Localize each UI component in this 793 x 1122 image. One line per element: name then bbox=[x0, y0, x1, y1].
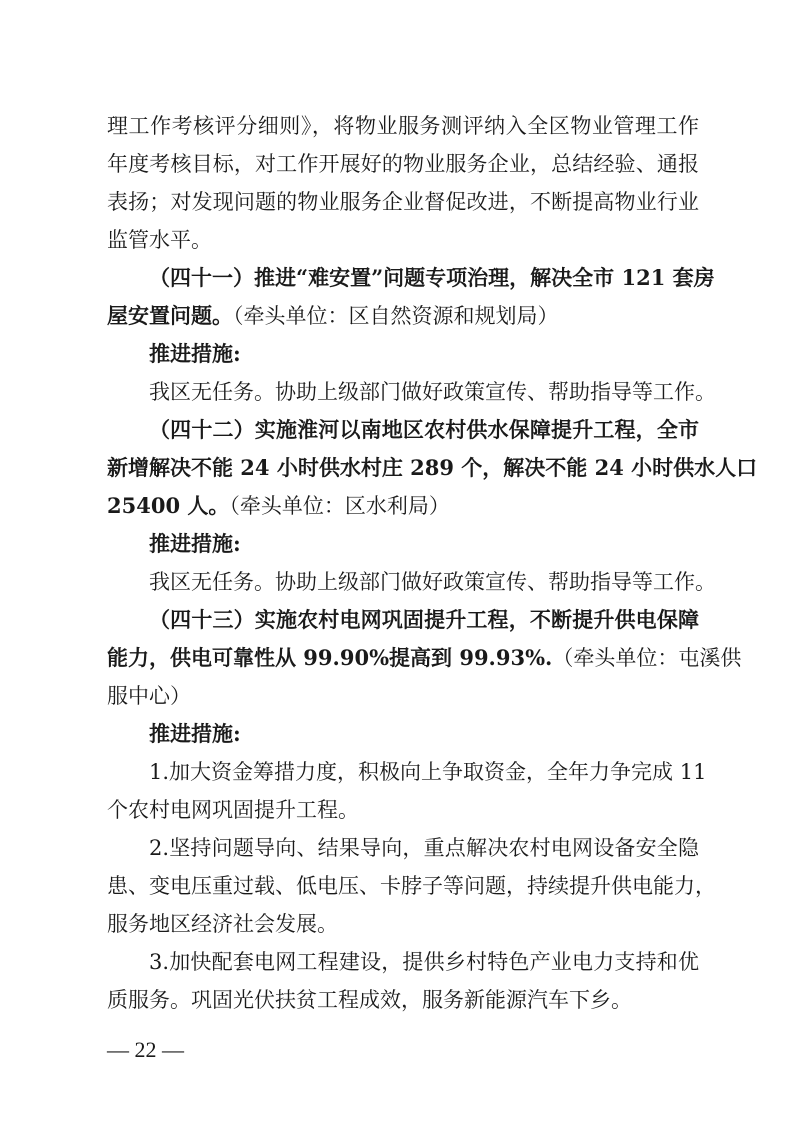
section-42-heading-line3 bbox=[107, 492, 699, 520]
measure-item-1-cont: 个农村电网巩固提升工程。 bbox=[107, 798, 359, 822]
section-42-heading: （四十二）实施淮河以南地区农村供水保障提升工程，全市 bbox=[149, 417, 699, 442]
section-43-heading-line2 bbox=[107, 644, 742, 672]
measures-heading: 推进措施: bbox=[149, 721, 241, 746]
page-number: — 22 — bbox=[107, 1037, 184, 1062]
measure-item-2-cont: 患、变电压重过载、低电压、卡脖子等问题，持续提升供电能力， bbox=[107, 874, 716, 898]
section-41-heading-end: 屋安置问题。 bbox=[107, 303, 233, 328]
section-42-heading-line2: 新增解决不能 24 小时供水村庄 289 个，解决不能 24 小时供水人口 bbox=[107, 455, 758, 480]
section-42-heading-end: 25400 人。 bbox=[107, 493, 230, 518]
lead-unit: （牵头单位：屯溪供 bbox=[552, 646, 742, 670]
measures-heading: 推进措施: bbox=[149, 531, 241, 556]
lead-unit: （牵头单位：区水利局） bbox=[229, 494, 450, 518]
section-43-heading-end: 能力，供电可靠性从 99.90%提高到 99.93%. bbox=[107, 645, 553, 670]
measure-item-3: 3.加快配套电网工程建设，提供乡村特色产业电力支持和优 bbox=[149, 950, 699, 974]
section-43-heading-line3: 服中心） bbox=[107, 684, 191, 708]
section-43-heading: （四十三）实施农村电网巩固提升工程，不断提升供电保障 bbox=[149, 607, 699, 632]
paragraph-line: 监管水平。 bbox=[107, 228, 212, 252]
measure-item-2: 2.坚持问题导向、结果导向，重点解决农村电网设备安全隐 bbox=[149, 836, 699, 860]
measures-heading: 推进措施: bbox=[149, 341, 241, 366]
paragraph-line: 表扬；对发现问题的物业服务企业督促改进，不断提高物业行业 bbox=[107, 190, 699, 214]
paragraph-line: 理工作考核评分细则》，将物业服务测评纳入全区物业管理工作 bbox=[107, 114, 699, 138]
measure-item-1: 1.加大资金筹措力度，积极向上争取资金，全年力争完成 11 bbox=[149, 760, 707, 784]
paragraph-line: 年度考核目标，对工作开展好的物业服务企业，总结经验、通报 bbox=[107, 152, 699, 176]
measure-item-2-cont: 服务地区经济社会发展。 bbox=[107, 912, 338, 936]
section-41-heading: （四十一）推进“难安置”问题专项治理，解决全市 121 套房 bbox=[149, 265, 715, 290]
section-41-heading-line2 bbox=[107, 302, 699, 330]
measures-text: 我区无任务。协助上级部门做好政策宣传、帮助指导等工作。 bbox=[149, 570, 716, 594]
lead-unit: （牵头单位：区自然资源和规划局） bbox=[233, 304, 559, 328]
measure-item-3-cont: 质服务。巩固光伏扶贫工程成效，服务新能源汽车下乡。 bbox=[107, 988, 632, 1012]
measures-text: 我区无任务。协助上级部门做好政策宣传、帮助指导等工作。 bbox=[149, 380, 716, 404]
